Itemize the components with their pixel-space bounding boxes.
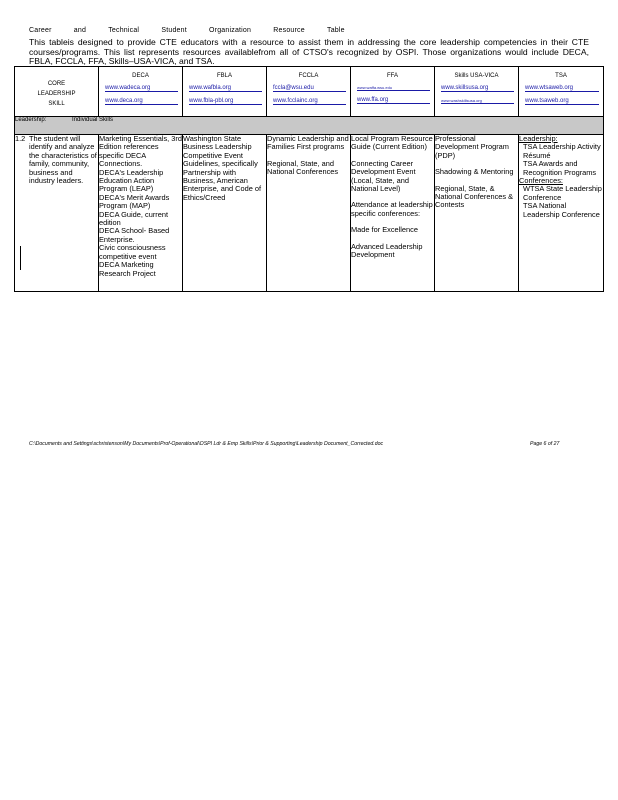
cell-text: DECA School- Based Enterprise. bbox=[99, 226, 170, 244]
cell-text: Conferences: bbox=[519, 176, 563, 186]
fbla-cell bbox=[183, 135, 267, 292]
org-header-tsa bbox=[519, 67, 604, 117]
title-word: and bbox=[73, 27, 87, 34]
cell-text: Made for Excellence bbox=[351, 225, 418, 235]
header-text: SKILL bbox=[48, 101, 65, 107]
core-skill-header bbox=[15, 67, 99, 117]
cell-text: TSA Awards and Recognition Programs bbox=[523, 159, 597, 177]
ffa-cell bbox=[351, 135, 435, 292]
cell-text: Regional, State, & National Conferences & Contests bbox=[435, 183, 514, 210]
org-link[interactable]: www.ffa.org bbox=[357, 97, 430, 104]
footer-path: C:\Documents and Settings\schristenson\My Documents\Prof-Operational\OSPI Ldr & Emp Skills\Prior & Supporting\Leadership Document_Corrected.doc bbox=[29, 441, 384, 447]
skill-cell bbox=[15, 135, 99, 292]
title-word: Career bbox=[29, 27, 52, 34]
title-word: Technical bbox=[108, 27, 140, 34]
cell-text: Washington State Business Leadership Competitive Event Guidelines, specifically Partnership with Business, American Enterprise, and Code of Ethics/Creed bbox=[183, 134, 262, 202]
category-band-cell bbox=[15, 117, 604, 135]
document-title bbox=[29, 27, 365, 34]
cell-text: DECA's Merit Awards Program (MAP) bbox=[99, 192, 170, 211]
cell-text: Advanced Leadership Development bbox=[351, 241, 423, 260]
org-header-fccla bbox=[267, 67, 351, 117]
skill-number: 1.2 bbox=[15, 134, 26, 143]
category-band bbox=[15, 117, 604, 135]
cell-text: Local Program Resource Guide (Current Edition) bbox=[351, 134, 433, 152]
table-header-row bbox=[15, 67, 604, 117]
org-link[interactable]: www.wtsaweb.org bbox=[525, 85, 599, 92]
fccla-cell bbox=[267, 135, 351, 292]
org-header-deca bbox=[99, 67, 183, 117]
header-text: LEADERSHIP bbox=[37, 91, 76, 97]
cell-text: Professional Development Program (PDP) bbox=[435, 134, 509, 160]
cell-text: DECA Guide, current edition bbox=[99, 209, 169, 228]
org-header-skills-usa bbox=[435, 67, 519, 117]
change-bar bbox=[20, 246, 21, 270]
org-link[interactable]: www.skillsusa.org bbox=[441, 85, 514, 92]
org-link[interactable]: www.washskillsusa.org bbox=[441, 98, 514, 104]
cell-text: TSA National Leadership Conference bbox=[523, 201, 600, 219]
category-label: Leadership: bbox=[15, 117, 47, 123]
org-link[interactable]: www.fbla-pbl.org bbox=[189, 98, 262, 105]
skills-usa-cell bbox=[435, 135, 519, 292]
cell-text: Regional, State, and National Conferences bbox=[267, 158, 339, 177]
org-link[interactable]: www.tsaweb.org bbox=[525, 98, 599, 105]
title-word: Table bbox=[327, 27, 345, 34]
org-name: FCCLA bbox=[298, 73, 319, 79]
org-name: FFA bbox=[386, 73, 398, 79]
org-link[interactable]: fccla@wsu.edu bbox=[273, 85, 346, 92]
subcategory-label: Individual Skills bbox=[72, 117, 114, 123]
cell-text: DECA Marketing Research Project bbox=[99, 260, 156, 278]
deca-cell bbox=[99, 135, 183, 292]
org-name: FBLA bbox=[216, 73, 232, 79]
title-word: Organization bbox=[209, 27, 252, 34]
cell-text: Marketing Essentials, 3rd Edition references specific DECA Connections. bbox=[99, 134, 182, 169]
cell-text: Shadowing & Mentoring bbox=[435, 167, 514, 177]
org-header-fbla bbox=[183, 67, 267, 117]
org-link[interactable]: www.fcclainc.org bbox=[273, 98, 346, 105]
header-text: CORE bbox=[47, 81, 66, 87]
title-word: Student bbox=[161, 27, 187, 34]
org-name: DECA bbox=[132, 73, 149, 79]
cell-text: TSA Leadership Activity Résumé bbox=[523, 142, 601, 160]
org-link[interactable]: www.wafbla.org bbox=[189, 85, 262, 92]
cell-text: Leadership: bbox=[519, 134, 558, 143]
cell-text: DECA's Leadership Education Action Program (LEAP) bbox=[99, 167, 164, 194]
title-word: Resource bbox=[273, 27, 305, 34]
org-name: TSA bbox=[555, 73, 567, 79]
org-link[interactable]: www.waffa.wsu.edu bbox=[357, 85, 430, 91]
org-link[interactable]: www.deca.org bbox=[105, 98, 178, 105]
table-row bbox=[15, 135, 604, 292]
org-name: Skills USA-VICA bbox=[454, 73, 499, 79]
cell-text: Attendance at leadership specific conferences: bbox=[351, 200, 433, 218]
cell-text: Civic consciousness competitive event bbox=[99, 243, 166, 261]
page-number: Page 6 of 27 bbox=[530, 441, 560, 447]
intro-paragraph: This tableis designed to provide CTE educators with a resource to assist them in addressing the core leadership competencies in their CTE courses/programs. This list represents resources availablefrom all of CTSO's recognized by OSPI. Those organizations would include DECA, FBLA, FCCLA, FFA, Skills–USA-VICA, and TSA. bbox=[29, 37, 589, 67]
resource-table bbox=[14, 66, 604, 292]
skill-text: The student will identify and analyze the characteristics of family, community, business and industry leaders. bbox=[29, 134, 97, 186]
cell-text: Dynamic Leadership and Families First programs bbox=[267, 134, 349, 152]
cell-text: Connecting Career Development Event (Local, State, and National Level) bbox=[351, 158, 416, 194]
cell-text: WTSA State Leadership Conference bbox=[523, 184, 602, 202]
org-link[interactable]: www.wadeca.org bbox=[105, 85, 178, 92]
tsa-cell bbox=[519, 135, 604, 292]
org-header-ffa bbox=[351, 67, 435, 117]
